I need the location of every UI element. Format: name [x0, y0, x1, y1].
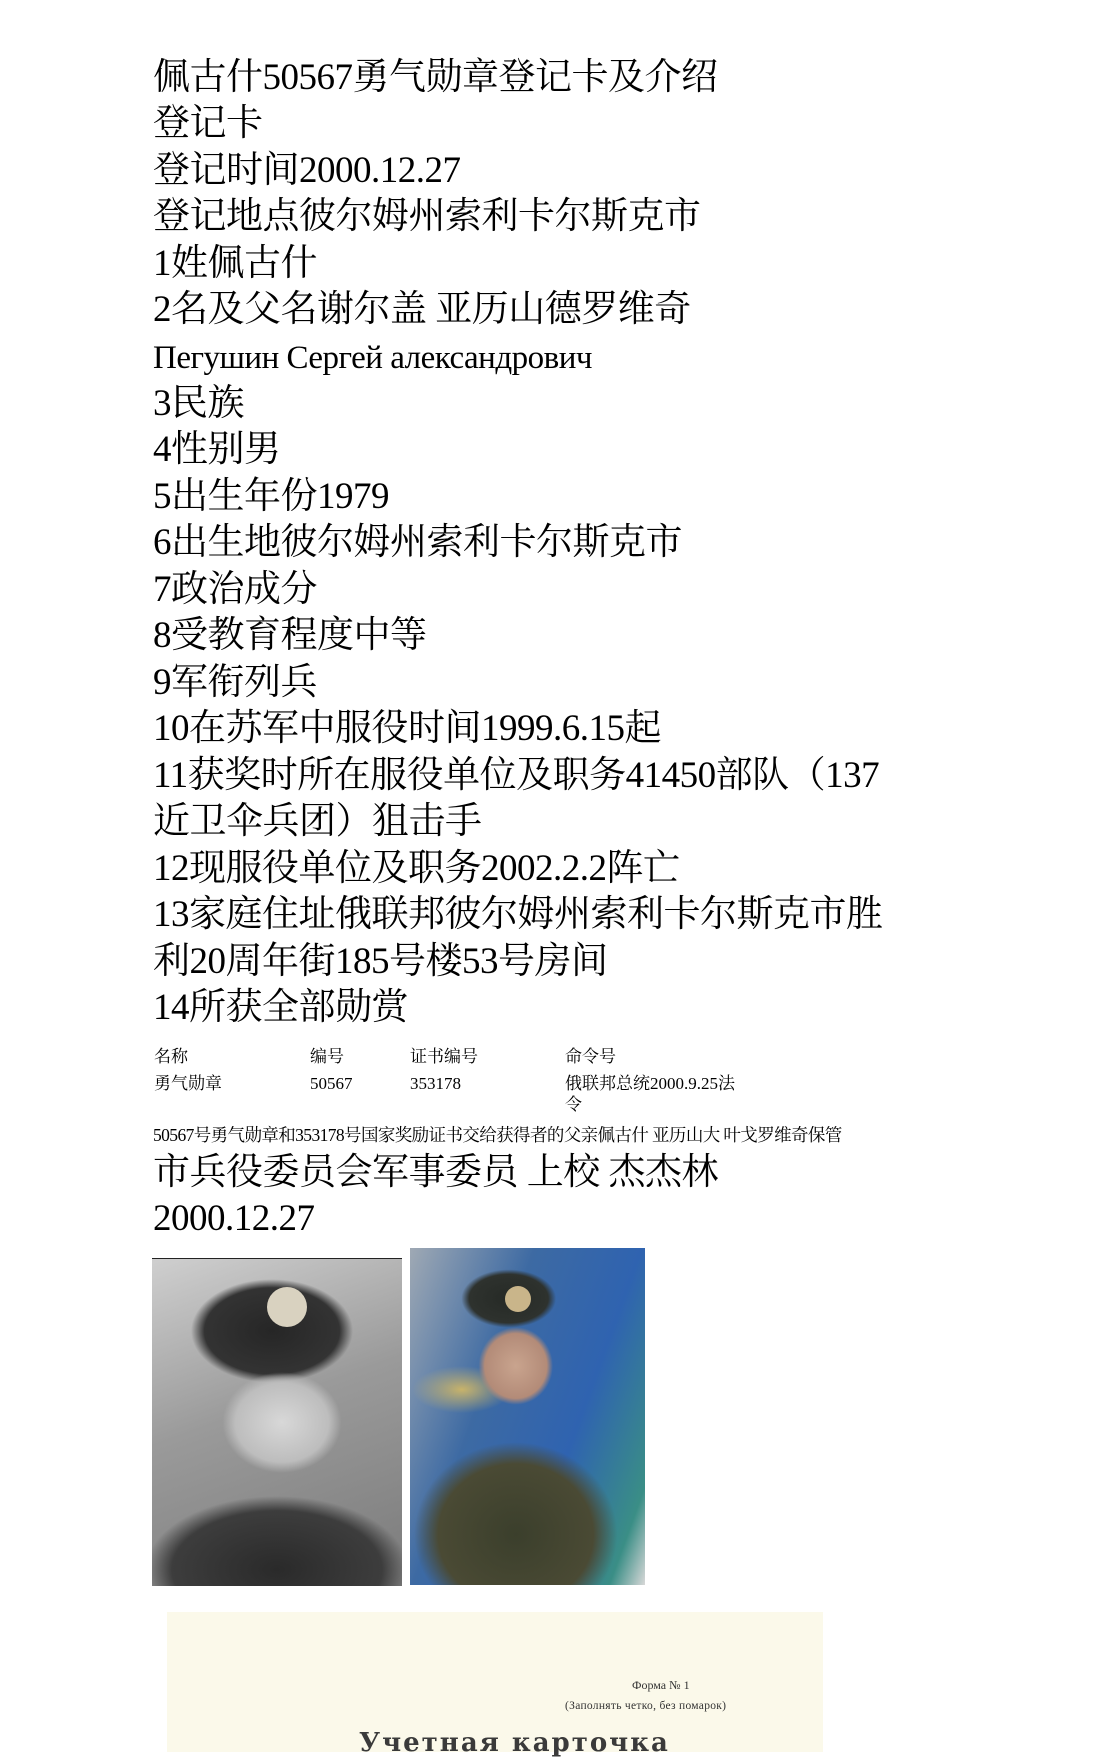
field-gender: 4性别男: [153, 429, 281, 470]
table-cell-order: 俄联邦总统2000.9.25法: [565, 1074, 735, 1093]
field-rank: 9军衔列兵: [153, 662, 317, 703]
field-unit-at-award-cont: 近卫伞兵团）狙击手: [153, 801, 482, 842]
field-education: 8受教育程度中等: [153, 615, 427, 656]
custody-note: 50567号勇气勋章和353178号国家奖励证书交给获得者的父亲佩古什 亚历山大 叶戈罗维奇保管: [153, 1125, 842, 1145]
field-all-awards: 14所获全部勋赏: [153, 987, 408, 1028]
table-cell-certificate-number: 353178: [410, 1074, 461, 1093]
field-service-start: 10在苏军中服役时间1999.6.15起: [153, 708, 661, 749]
field-home-address: 13家庭住址俄联邦彼尔姆州索利卡尔斯克市胜: [153, 894, 883, 935]
field-name-patronymic: 2名及父名谢尔盖 亚历山德罗维奇: [153, 289, 691, 330]
table-header-number: 编号: [310, 1047, 344, 1066]
sign-date: 2000.12.27: [153, 1198, 315, 1239]
portrait-photo-bw: [152, 1258, 402, 1586]
table-header-name: 名称: [154, 1047, 188, 1066]
field-political-status: 7政治成分: [153, 569, 317, 610]
beret-badge-icon: [505, 1286, 531, 1312]
scanned-registration-card: [167, 1612, 823, 1758]
table-cell-order-cont: 令: [565, 1095, 582, 1114]
document-title: 佩古什50567勇气勋章登记卡及介绍: [153, 57, 718, 98]
section-heading: 登记卡: [153, 103, 263, 144]
card-hint: (Заполнять четко, без помарок): [565, 1700, 727, 1712]
field-birthplace: 6出生地彼尔姆州索利卡尔斯克市: [153, 522, 682, 563]
field-surname: 1姓佩古什: [153, 243, 317, 284]
field-ethnicity: 3民族: [153, 383, 244, 424]
field-unit-at-award: 11获奖时所在服役单位及职务41450部队（137: [153, 755, 880, 796]
signer: 市兵役委员会军事委员 上校 杰杰林: [153, 1152, 718, 1193]
table-header-certificate: 证书编号: [410, 1047, 478, 1066]
registration-place: 登记地点彼尔姆州索利卡尔斯克市: [153, 196, 701, 237]
table-cell-award-number: 50567: [310, 1074, 353, 1093]
card-form-number: Форма № 1: [632, 1678, 690, 1692]
portrait-photo-color: [410, 1248, 645, 1585]
beret-badge-icon: [267, 1287, 307, 1327]
field-home-address-cont: 利20周年街185号楼53号房间: [153, 941, 608, 982]
field-birth-year: 5出生年份1979: [153, 476, 389, 517]
table-header-order: 命令号: [565, 1047, 616, 1066]
field-current-unit: 12现服役单位及职务2002.2.2阵亡: [153, 848, 680, 889]
table-cell-award-name: 勇气勋章: [154, 1074, 222, 1093]
field-name-russian: Пегушин Сергей александрович: [153, 340, 592, 376]
card-title: Учетная карточка: [359, 1728, 670, 1758]
registration-time: 登记时间2000.12.27: [153, 150, 461, 191]
